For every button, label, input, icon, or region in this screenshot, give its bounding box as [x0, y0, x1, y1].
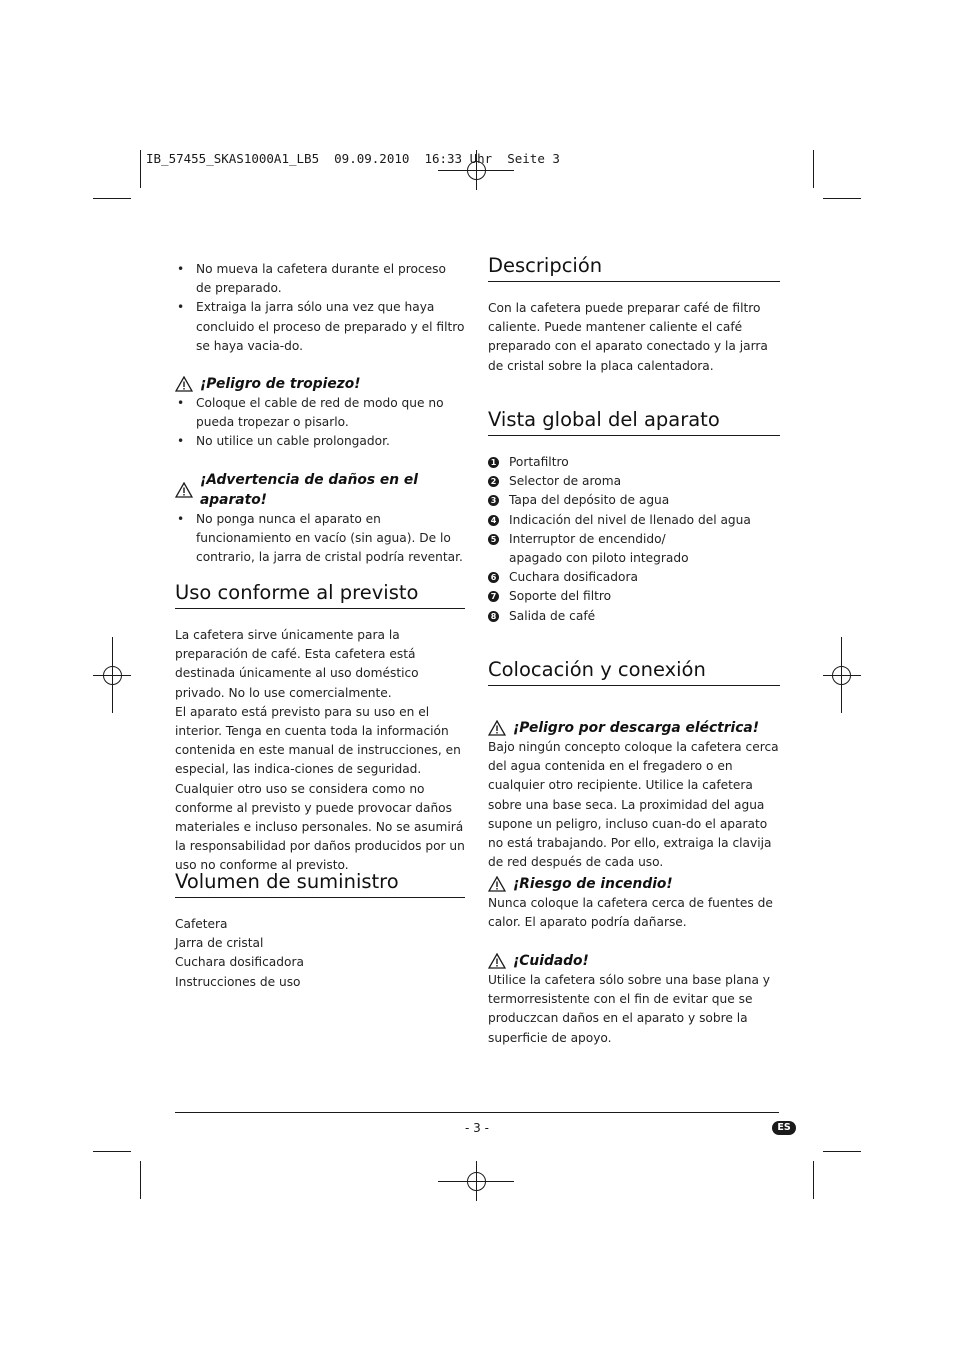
warning-triangle-icon [488, 720, 506, 736]
warning-triangle-icon [488, 953, 506, 969]
paragraph: Nunca coloque la cafetera cerca de fuentes de calor. El aparato podría dañarse. [488, 896, 773, 930]
warning-title: ¡Peligro de tropiezo! [200, 376, 361, 392]
section-supply [175, 870, 465, 992]
crop-mark [140, 1161, 141, 1199]
list-item: 4 Indicación del nivel de llenado del agua [488, 511, 780, 530]
crop-mark [813, 1161, 814, 1199]
number-badge: 2 [488, 476, 499, 487]
left-column [175, 260, 465, 356]
crop-mark [823, 1151, 861, 1152]
section-placement [488, 658, 780, 872]
warning-title: ¡Advertencia de daños en el aparato! [200, 472, 418, 508]
list-item: Cafetera [175, 917, 228, 931]
warning-triangle-icon [175, 482, 193, 498]
number-badge: 6 [488, 572, 499, 583]
crop-mark [823, 198, 861, 199]
number-badge: 5 [488, 534, 499, 545]
list-item: Jarra de cristal [175, 936, 264, 951]
number-badge: 4 [488, 515, 499, 526]
list-item: 1 Portafiltro [488, 453, 780, 472]
paragraph: El aparato está previsto para su uso en el interior. Tenga en cuenta toda la información contenida en este manual de instrucciones, en especial, las indica-ciones de seguridad. Cualquier otro uso se considera como no conforme al previsto y puede provocar daños materiales e incluso personales. No se asumirá la responsabilidad por daños producidos por un uso no conforme al previsto. [175, 704, 465, 873]
number-badge: 1 [488, 457, 499, 468]
list-item: 5 Interruptor de encendido/ [488, 530, 780, 549]
list-item-continuation: apagado con piloto integrado [509, 551, 689, 566]
list-item: 7 Soporte del filtro [488, 587, 780, 606]
warning-care [488, 951, 780, 1048]
page-number: - 3 - [465, 1121, 489, 1135]
warning-damage [175, 470, 465, 568]
warning-fire [488, 874, 780, 932]
warning-title: ¡Cuidado! [513, 953, 589, 969]
warning-trip [175, 374, 465, 452]
list-item: 6 Cuchara dosificadora [488, 568, 780, 587]
crop-mark [140, 150, 141, 188]
section-heading: Uso conforme al previsto [175, 581, 465, 609]
footer-rule [175, 1112, 779, 1113]
number-badge: 8 [488, 611, 499, 622]
print-header: IB_57455_SKAS1000A1_LB5 09.09.2010 16:33 Uhr Seite 3 [146, 151, 560, 166]
paragraph: Utilice la cafetera sólo sobre una base plana y termorresistente con el fin de evitar que se produczcan daños en el aparato y sobre la superficie de apoyo. [488, 973, 771, 1045]
crop-mark [93, 1151, 131, 1152]
section-heading: Descripción [488, 254, 780, 282]
warning-title: ¡Riesgo de incendio! [513, 876, 673, 892]
paragraph: Bajo ningún concepto coloque la cafetera cerca del agua contenida en el fregadero o en cualquier otro recipiente. Utilice la cafetera sobre una base seca. La proximidad del agua supone un peligro, incluso cuan-do el aparato no está trabajando. Por ello, extraiga la clavija de red después de cada uso. [488, 740, 779, 870]
section-overview [488, 408, 780, 626]
list-item: • No utilice un cable prolongador. [175, 432, 465, 451]
crop-mark [93, 198, 131, 199]
list-item: • Extraiga la jarra sólo una vez que haya concluido el proceso de preparado y el filtro se haya vacia-do. [175, 298, 465, 356]
list-item: • No mueva la cafetera durante el proceso de preparado. [175, 260, 465, 298]
list-item: 8 Salida de café [488, 607, 780, 626]
warning-triangle-icon [488, 876, 506, 892]
list-item: • Coloque el cable de red de modo que no pueda tropezar o pisarlo. [175, 394, 465, 432]
paragraph: La cafetera sirve únicamente para la preparación de café. Esta cafetera está destinada únicamente al uso doméstico privado. No lo use comercialmente. [175, 628, 419, 700]
warning-triangle-icon [175, 376, 193, 392]
list-item: Cuchara dosificadora [175, 955, 304, 970]
crop-mark [813, 150, 814, 188]
list-item: Instrucciones de uso [175, 974, 301, 989]
warning-title: ¡Peligro por descarga eléctrica! [513, 720, 760, 736]
number-badge: 7 [488, 591, 499, 602]
section-intended-use [175, 581, 465, 876]
section-heading: Colocación y conexión [488, 658, 780, 686]
section-heading: Vista global del aparato [488, 408, 780, 436]
paragraph: Con la cafetera puede preparar café de filtro caliente. Puede mantener caliente el café preparado con el aparato conectado y la jarra de cristal sobre la placa calentadora. [488, 301, 768, 373]
language-badge: ES [772, 1121, 796, 1135]
section-heading: Volumen de suministro [175, 870, 465, 898]
list-item: 3 Tapa del depósito de agua [488, 491, 780, 510]
number-badge: 3 [488, 495, 499, 506]
list-item: • No ponga nunca el aparato en funcionamiento en vacío (sin agua). De lo contrario, la jarra de cristal podría reventar. [175, 510, 465, 568]
section-description [488, 254, 780, 376]
list-item: 2 Selector de aroma [488, 472, 780, 491]
